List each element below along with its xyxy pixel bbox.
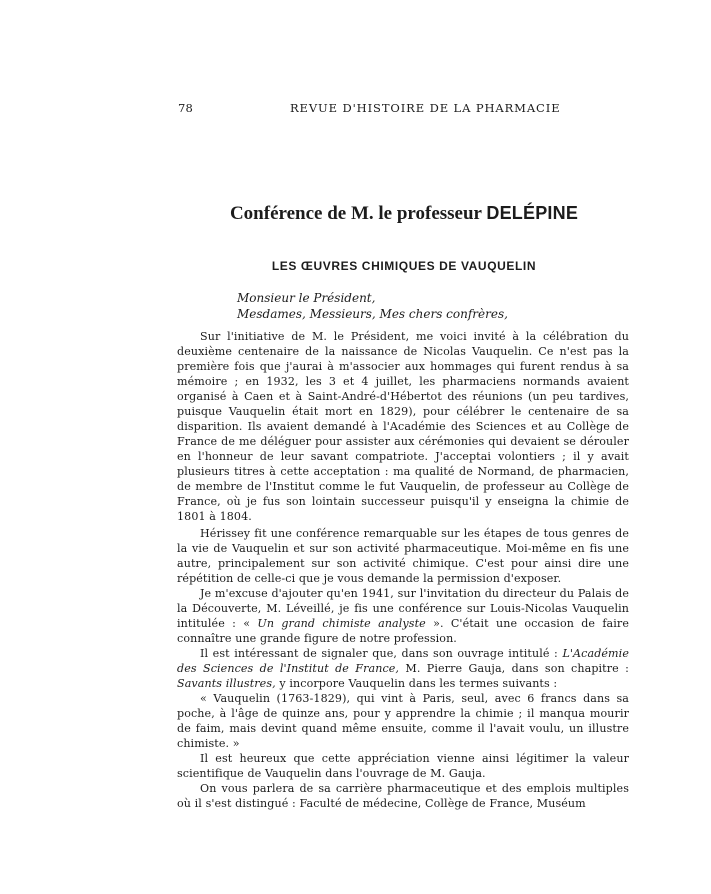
paragraph-7: On vous parlera de sa carrière pharmaceutique et des emplois multiples où il s'est distingué : Faculté de médecine, Collège de France, Muséum [177,782,629,810]
paragraph-2: Hérissey fit une conférence remarquable sur les étapes de tous genres de la vie de Vauquelin et sur son activité pharmaceutique. Moi-même en fis une autre, principalement sur son activité chimique. C'est pour ainsi dire une répétition de celle-ci que je vous demande la permission d'exposer. [177,527,629,585]
paragraph-3 [177,586,629,646]
article-body [177,329,629,811]
paragraph-6: Il est heureux que cette appréciation vienne ainsi légitimer la valeur scientifique de Vauquelin dans l'ouvrage de M. Gauja. [177,752,629,780]
salutation-line-1: Monsieur le Président, [237,291,376,305]
journal-title: REVUE D'HISTOIRE DE LA PHARMACIE [290,101,561,115]
title-author-name: DELÉPINE [486,203,579,223]
book-title: L'Académie des Sciences de l'Institut de France, [177,647,629,675]
salutation-line-2: Mesdames, Messieurs, Mes chers confrères, [237,306,508,321]
article-title [178,203,630,225]
lecture-title: Un grand chimiste analyste [257,617,426,630]
paragraph-3-start: Je m'excuse d'ajouter qu'en 1941, sur l'invitation du directeur du Palais de la Découverte, M. Léveillé, je fis une conférence sur Louis-Nicolas Vauquelin intitulée : « [177,587,629,630]
paragraph-5-quote: « Vauquelin (1763-1829), qui vint à Paris, seul, avec 6 francs dans sa poche, à l'âge de quinze ans, pour y apprendre la chimie ; il manqua mourir de faim, mais devint quand même ensuite, comme il l'avait voulu, un illustre chimiste. » [177,692,629,750]
paragraph-4-end: y incorpore Vauquelin dans les termes suivants : [279,677,558,690]
paragraph-4-start: Il est intéressant de signaler que, dans son ouvrage intitulé : [200,647,558,660]
article-subtitle: LES ŒUVRES CHIMIQUES DE VAUQUELIN [271,259,537,273]
salutation [237,291,508,322]
title-prefix: Conférence de M. le professeur [229,203,482,224]
chapter-title: Savants illustres, [177,677,276,690]
paragraph-1: Sur l'initiative de M. le Président, me voici invité à la célébration du deuxième centenaire de la naissance de Nicolas Vauquelin. Ce n'est pas la première fois que j'aurai à m'associer aux hommages qui furent rendus à sa mémoire ; en 1932, les 3 et 4 juillet, les pharmaciens normands avaient organisé à Caen et à Saint-André-d'Hébertot des réunions (un peu tardives, puisque Vauquelin était mort en 1829), pour célébrer le centenaire de sa disparition. Ils avaient demandé à l'Académie des Sciences et au Collège de France de me déléguer pour assister aux cérémonies qui devaient se dérouler en l'honneur de leur savant compatriote. J'acceptai volontiers ; il y avait plusieurs titres à cette acceptation : ma qualité de Normand, de pharmacien, de membre de l'Institut comme le fut Vauquelin, de professeur au Collège de France, où je fus son lointain successeur puisqu'il y enseigna la chimie de 1801 à 1804. [177,330,629,523]
paragraph-4 [177,646,629,691]
paragraph-4-mid: M. Pierre Gauja, dans son chapitre : [405,662,629,675]
page-number: 78 [178,101,194,115]
paragraph-3-end: ». C'était une occasion de faire connaître une grande figure de notre profession. [177,617,629,645]
